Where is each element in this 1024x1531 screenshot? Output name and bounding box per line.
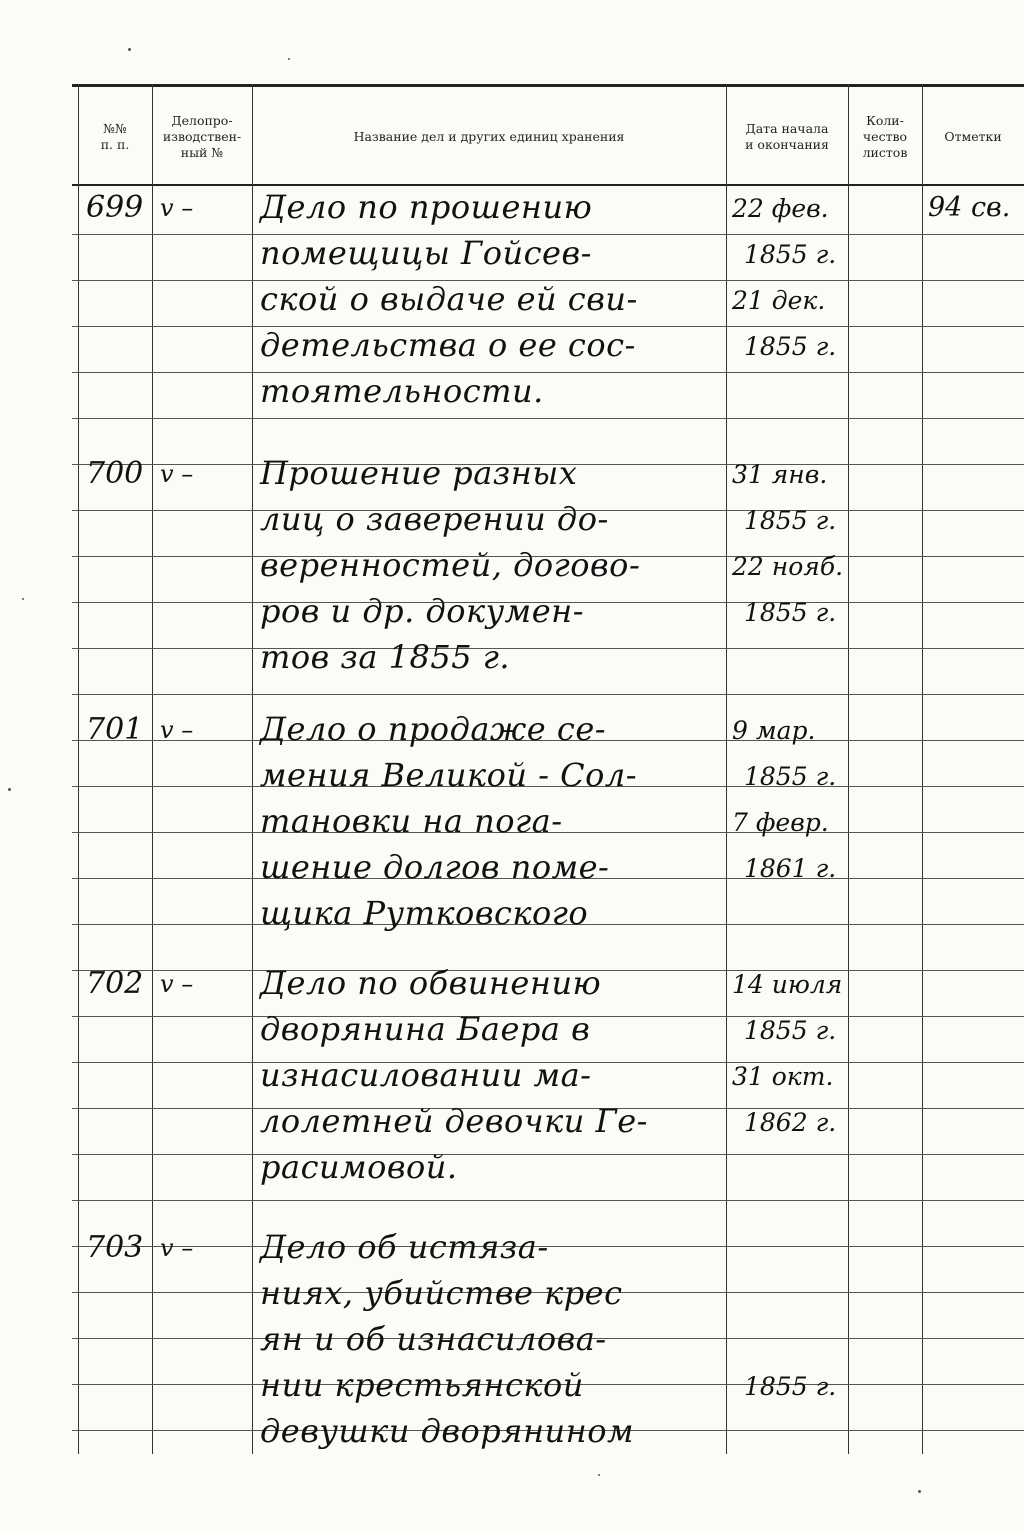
entry-end-date: 7 февр.: [732, 808, 829, 837]
entry-title-line: мения Великой - Сол-: [260, 756, 638, 794]
entry-end-year: 1861 г.: [744, 854, 837, 883]
entry-start-year: 1855 г.: [744, 762, 837, 791]
entry-title-line: ниях, убийстве крес: [260, 1274, 623, 1312]
entry-end-date: 21 дек.: [732, 286, 826, 315]
entry-number: 701: [86, 712, 144, 747]
entry-title-line: расимовой.: [260, 1148, 458, 1186]
entry-title-line: Дело по обвинению: [260, 964, 602, 1002]
entry-check-mark: v –: [160, 1234, 194, 1262]
entry-title-line: Дело по прошению: [260, 188, 593, 226]
entry-end-year: 1855 г.: [744, 598, 837, 627]
entry-end-year: 1862 г.: [744, 1108, 837, 1137]
table-top-border: [72, 84, 1024, 87]
entry-start-year: 1855 г.: [744, 240, 837, 269]
entry-title-line: тов за 1855 г.: [260, 638, 511, 676]
entry-title-line: помещицы Гойсев-: [260, 234, 592, 272]
entry-title-line: ян и об изнасилова-: [260, 1320, 607, 1358]
entry-title-line: щика Рутковского: [260, 894, 589, 932]
entry-title-line: Дело о продаже се-: [260, 710, 607, 748]
entry-title-line: тановки на пога-: [260, 802, 563, 840]
header-notes: Отметки: [944, 128, 1002, 144]
entry-end-year: 1855 г.: [744, 332, 837, 361]
entry-end-date: 22 нояб.: [732, 552, 844, 581]
entry-start-year: 1855 г.: [744, 506, 837, 535]
entry-title-line: девушки дворянином: [260, 1412, 635, 1450]
header-num: №№ п. п.: [100, 120, 130, 152]
entry-title-line: Дело об истяза-: [260, 1228, 549, 1266]
entry-title-line: ров и др. докумен-: [260, 592, 585, 630]
entry-title-line: дворянина Баера в: [260, 1010, 591, 1048]
header-office-number: Делопро- изводствен- ный №: [162, 112, 242, 161]
entry-start-date: 9 мар.: [732, 716, 816, 745]
entry-title-line: веренностей, догово-: [260, 546, 641, 584]
entry-title-line: тоятельности.: [260, 372, 544, 410]
header-bottom-border: [72, 184, 1024, 186]
entry-title-line: шение долгов поме-: [260, 848, 610, 886]
entry-number: 700: [86, 456, 144, 491]
entry-check-mark: v –: [160, 716, 194, 744]
entry-title-line: нии крестьянской: [260, 1366, 584, 1404]
entry-number: 699: [86, 190, 144, 225]
entry-title-line: детельства о ее сос-: [260, 326, 636, 364]
entry-start-date: 14 июля: [732, 970, 843, 999]
entry-check-mark: v –: [160, 970, 194, 998]
entry-end-date: 31 окт.: [732, 1062, 834, 1091]
entry-title-line: лолетней девочки Ге-: [260, 1102, 648, 1140]
entry-start-year: 1855 г.: [744, 1016, 837, 1045]
entry-start-date: 22 фев.: [732, 194, 829, 223]
entry-start-date: 31 янв.: [732, 460, 828, 489]
entry-note: 94 св.: [928, 192, 1011, 223]
entry-end-year: 1855 г.: [744, 1372, 837, 1401]
header-sheet-count: Коли- чество листов: [862, 112, 908, 161]
entry-number: 703: [86, 1230, 144, 1265]
header-dates: Дата начала и окончания: [745, 120, 829, 152]
entry-check-mark: v –: [160, 194, 194, 222]
entry-title-line: лиц о заверении до-: [260, 500, 609, 538]
entry-number: 702: [86, 966, 144, 1001]
entry-title-line: изнасиловании ма-: [260, 1056, 592, 1094]
entry-title-line: Прошение разных: [260, 454, 578, 492]
entry-check-mark: v –: [160, 460, 194, 488]
header-title: Название дел и других единиц хранения: [353, 128, 625, 144]
ledger-table: [72, 84, 1024, 1454]
entry-title-line: ской о выдаче ей сви-: [260, 280, 638, 318]
